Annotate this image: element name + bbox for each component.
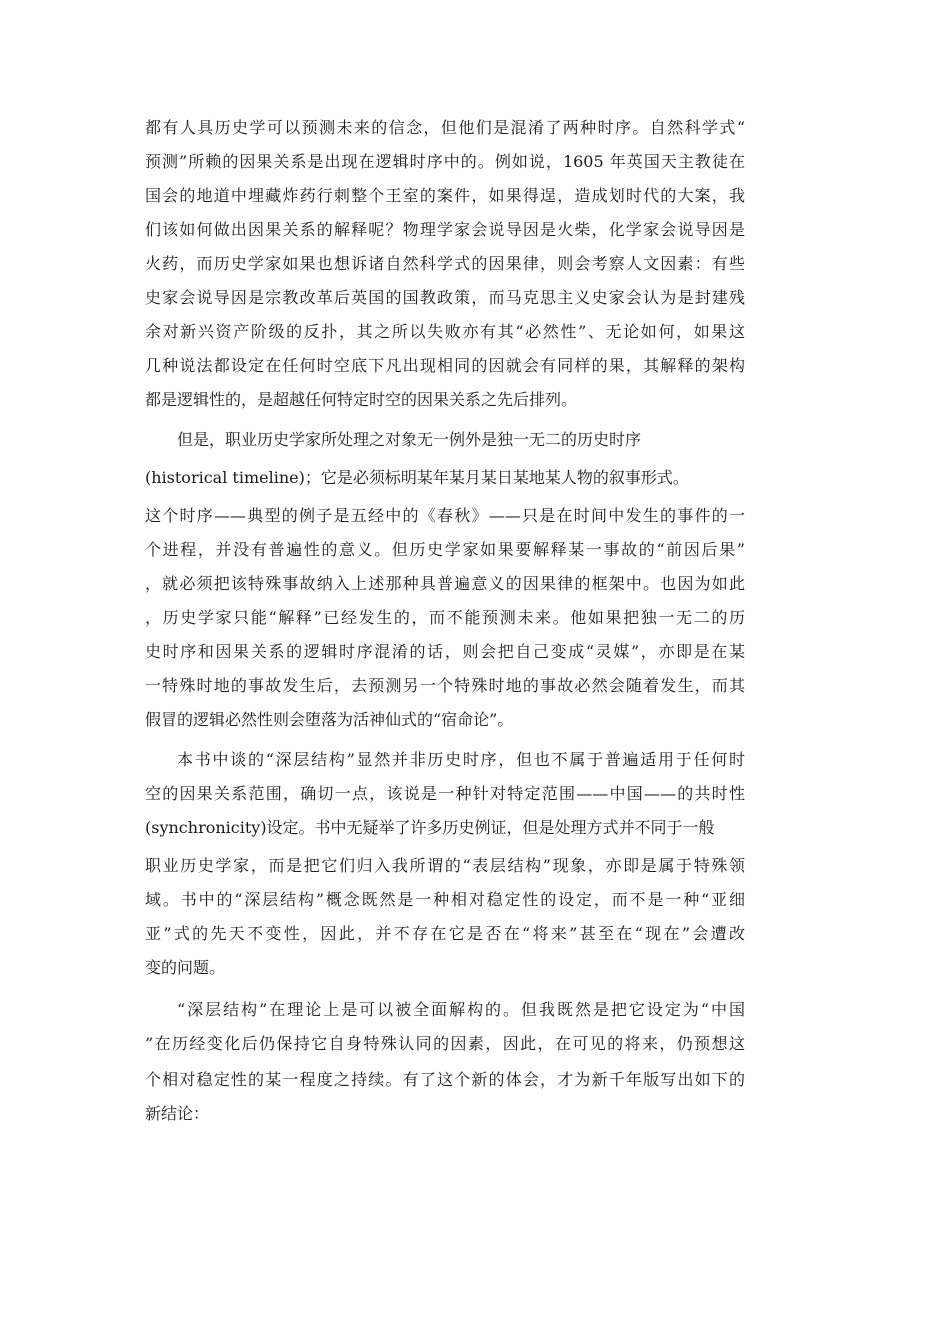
text-line: 新结论： bbox=[145, 1104, 210, 1123]
text-line: 几种说法都设定在任何时空底下凡出现相同的因就会有同样的果，其解释的架构 bbox=[145, 356, 745, 375]
text-line: 史家会说导因是宗教改革后英国的国教政策，而马克思主义史家会认为是封建残 bbox=[145, 288, 745, 307]
text-line: 假冒的逻辑必然性则会堕落为活神仙式的“宿命论”。 bbox=[145, 710, 514, 729]
paragraph-3 bbox=[145, 743, 745, 985]
text-line: ，就必须把该特殊事故纳入上述那种具普遍意义的因果律的框架中。也因为如此 bbox=[145, 574, 745, 593]
text-line: ”在历经变化后仍保持它自身特殊认同的因素，因此，在可见的将来，仍预想这 bbox=[145, 1034, 745, 1053]
text-line: 这个时序——典型的例子是五经中的《春秋》——只是在时间中发生的事件的一 bbox=[145, 506, 745, 525]
paragraph-2 bbox=[145, 423, 745, 737]
text-line: 亚”式的先天不变性，因此，并不存在它是否在“将来”甚至在“现在”会遭改 bbox=[145, 924, 745, 943]
text-line: 都有人具历史学可以预测未来的信念，但他们是混淆了两种时序。自然科学式“ bbox=[145, 118, 745, 137]
text-line: “深层结构”在理论上是可以被全面解构的。但我既然是把它设定为“中国 bbox=[177, 1000, 745, 1019]
text-line: 一特殊时地的事故发生后，去预测另一个特殊时地的事故必然会随着发生，而其 bbox=[145, 676, 745, 695]
text-line: 个相对稳定性的某一程度之持续。有了这个新的体会，才为新千年版写出如下的 bbox=[145, 1070, 745, 1089]
text-line: 但是，职业历史学家所处理之对象无一例外是独一无二的历史时序 bbox=[177, 430, 642, 449]
text-line: 火药，而历史学家如果也想诉诸自然科学式的因果律，则会考察人文因素：有些 bbox=[145, 254, 745, 273]
text-line: 都是逻辑性的，是超越任何特定时空的因果关系之先后排列。 bbox=[145, 390, 578, 409]
text-line: 变的问题。 bbox=[145, 958, 226, 977]
paragraph-1 bbox=[145, 111, 745, 417]
text-line: 个进程，并没有普遍性的意义。但历史学家如果要解释某一事故的“前因后果” bbox=[145, 540, 745, 559]
text-line: 空的因果关系范围，确切一点，该说是一种针对特定范围——中国——的共时性 bbox=[145, 784, 745, 803]
text-line: 职业历史学家，而是把它们归入我所谓的“表层结构”现象，亦即是属于特殊领 bbox=[145, 856, 745, 875]
text-line: 域。书中的“深层结构”概念既然是一种相对稳定性的设定，而不是一种“亚细 bbox=[145, 890, 745, 909]
text-line: 预测”所赖的因果关系是出现在逻辑时序中的。例如说，1605 年英国天主教徒在 bbox=[145, 152, 745, 171]
text-line: 国会的地道中埋藏炸药行刺整个王室的案件，如果得逞，造成划时代的大案，我 bbox=[145, 186, 745, 205]
text-line: 余对新兴资产阶级的反扑，其之所以失败亦有其“必然性”、无论如何，如果这 bbox=[145, 322, 745, 341]
paragraph-4 bbox=[145, 993, 745, 1131]
text-line: 史时序和因果关系的逻辑时序混淆的话，则会把自己变成“灵媒”，亦即是在某 bbox=[145, 642, 745, 661]
text-line: 们该如何做出因果关系的解释呢？物理学家会说导因是火柴，化学家会说导因是 bbox=[145, 220, 745, 239]
text-line: 本书中谈的“深层结构”显然并非历史时序，但也不属于普遍适用于任何时 bbox=[177, 750, 745, 769]
body-text bbox=[145, 111, 745, 1131]
text-line: (historical timeline)；它是必须标明某年某月某日某地某人物的叙事形式。 bbox=[145, 468, 689, 487]
text-line: (synchronicity)设定。书中无疑举了许多历史例证，但是处理方式并不同于一般 bbox=[145, 818, 715, 837]
text-line: ，历史学家只能“解释”已经发生的，而不能预测未来。他如果把独一无二的历 bbox=[145, 608, 745, 627]
